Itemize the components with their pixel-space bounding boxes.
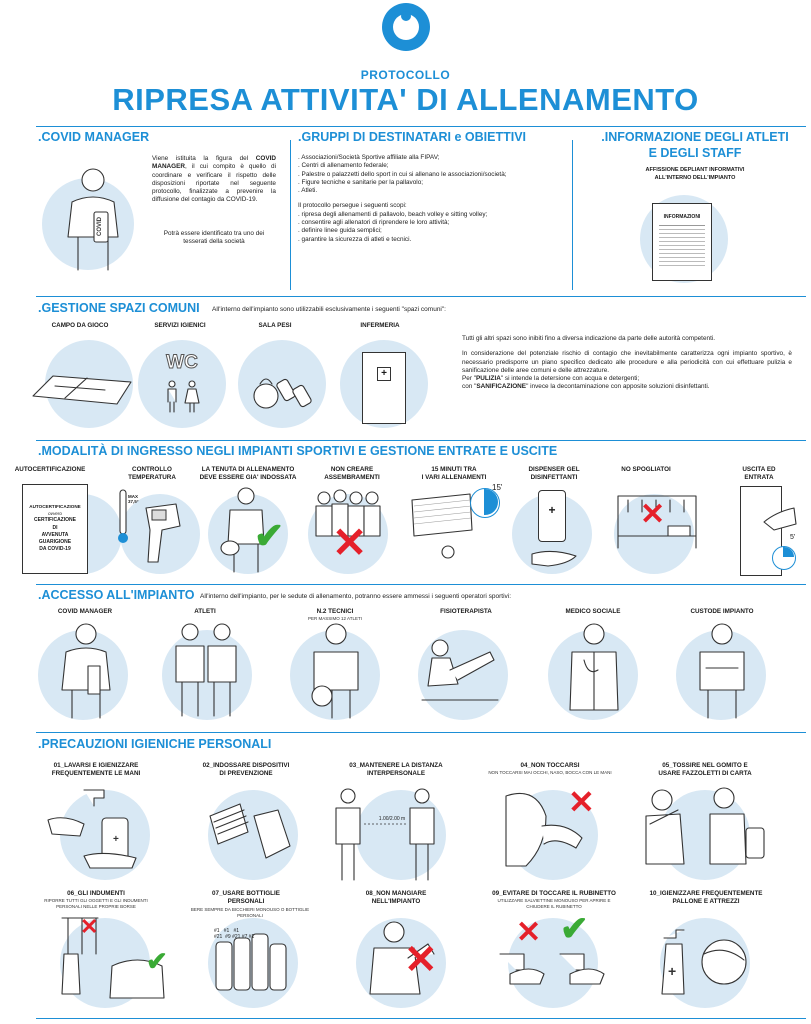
distance-label: 1.00/2.00 m bbox=[378, 816, 406, 822]
timer-5-icon bbox=[772, 546, 796, 570]
section-heading-covid-manager: .COVID MANAGER bbox=[38, 130, 150, 144]
info-poster-icon: INFORMAZIONI bbox=[652, 203, 712, 281]
gruppi-list: . Associazioni/Società Sportive affiliate alla FIPAV; . Centri di allenamento federale; . Palestre o palazzetti dello sport in cui si allenano le associazioni/società; . Figure tecniche e sanitarie per la pallavolo; . Atleti. Il protocollo persegue i seguenti scopi: . ripresa degli allenamenti di pallavolo, beach volley e sitting volley; . consentire agli allenatori di riprendere le loro attività; . definire linee guida semplici; . garantire la sicurezza di atleti e tecnici. bbox=[298, 154, 507, 243]
section-heading-precauzioni: .PRECAUZIONI IGIENICHE PERSONALI bbox=[38, 737, 272, 751]
spazi-text: Tutti gli altri spazi sono inibiti fino a diversa indicazione da parte delle autorità competenti. In considerazione del potenziale rischio di contagio che inevitabilmente caratterizza ogni impianto sportivo, è necessario predisporre un piano specifico dedicato alle procedure e alla periodicità con cui effettuare pulizia e sanificazione delle aree comuni e delle attrezzature. Per "PULIZIA" si intende la detersione con acqua e detergenti; con "SANIFICAZIONE" invece la decontaminazione con apposite soluzioni disinfettanti. bbox=[462, 335, 792, 391]
section-heading-informazione-2: E DEGLI STAFF bbox=[648, 146, 742, 160]
mask-gloves-icon bbox=[204, 796, 294, 866]
page-title: RIPRESA ATTIVITA' DI ALLENAMENTO bbox=[112, 82, 699, 117]
ingresso-label-5: DISPENSER GEL DISINFETTANTI bbox=[528, 466, 580, 481]
spazi-note: All'interno dell'impianto sono utilizzabili esclusivamente i seguenti "spazi comuni": bbox=[212, 306, 446, 313]
precauzione-06-sub: RIPORRE TUTTI GLI OGGETTI E GLI INDUMENTI PERSONALI NELLE PROPRIE BORSE bbox=[44, 898, 148, 909]
covid-manager-person-icon bbox=[56, 620, 116, 720]
ingresso-label-4: 15 MINUTI TRA I VARI ALLENAMENTI bbox=[421, 466, 487, 481]
volleyball-court-icon bbox=[25, 368, 135, 408]
covid-manager-text-2: Potrà essere identificato tra uno dei tesserati della società bbox=[163, 230, 265, 246]
timer-15-icon bbox=[470, 488, 500, 518]
cough-elbow-icon bbox=[640, 784, 770, 874]
gel-dispenser-icon: + bbox=[538, 490, 566, 542]
precauzione-09-sub: UTILIZZARE SALVIETTINE MONOUSO PER APRIRE E CHIUDERE IL RUBINETTO bbox=[497, 898, 611, 909]
accesso-label-covid-manager: COVID MANAGER bbox=[57, 608, 113, 615]
precauzione-02-label: 02_INDOSSARE DISPOSITIVI DI PREVENZIONE bbox=[202, 762, 290, 777]
self-certification-document-icon: AUTOCERTIFICAZIONE ovvero CERTIFICAZIONE DI AVVENUTA GUARIGIONE DA COVID-19 bbox=[22, 484, 88, 574]
ingresso-label-0: AUTOCERTIFICAZIONE bbox=[14, 466, 86, 473]
physiotherapist-icon bbox=[420, 630, 500, 720]
precauzione-07-label: 07_USARE BOTTIGLIE PERSONALI bbox=[212, 890, 280, 905]
covid-shirt-label: COVID bbox=[97, 216, 103, 236]
sanitize-ball-icon bbox=[654, 914, 754, 1004]
label-infermeria: INFERMERIA bbox=[360, 322, 400, 329]
ingresso-label-2: LA TENUTA DI ALLENAMENTO DEVE ESSERE GIA' INDOSSATA bbox=[199, 466, 297, 481]
ingresso-label-3: NON CREARE ASSEMBRAMENTI bbox=[324, 466, 380, 481]
divider bbox=[36, 126, 806, 127]
precauzione-05-label: 05_TOSSIRE NEL GOMITO E USARE FAZZOLETTI DI CARTA bbox=[658, 762, 752, 777]
coach-icon bbox=[306, 620, 366, 720]
faucet-icon bbox=[490, 910, 610, 1004]
label-servizi: SERVIZI IGIENICI bbox=[154, 322, 206, 329]
hand-icon bbox=[528, 542, 588, 572]
cross-icon: ✕ bbox=[332, 519, 368, 566]
section-heading-ingresso: .MODALITÀ DI INGRESSO NEGLI IMPIANTI SPORTIVI E GESTIONE ENTRATE E USCITE bbox=[38, 444, 558, 458]
accesso-note: All'interno dell'impianto, per le sedute di allenamento, potranno essere ammessi i seguenti operatori sportivi: bbox=[200, 593, 512, 600]
covid-manager-text: Viene istituita la figura del COVID MANAGER, il cui compito è quello di coordinare e verificare il rispetto delle disposizioni riportate nel seguente protocollo, finalizzate a prevenire la diffusione del contagio da COVID-19. bbox=[152, 155, 276, 204]
label-campo: CAMPO DA GIOCO bbox=[51, 322, 109, 329]
ingresso-label-6: NO SPOGLIATOI bbox=[621, 466, 671, 473]
accesso-label-fisioterapista: FISIOTERAPISTA bbox=[440, 608, 492, 615]
thermometer-max: MAX 37,5° bbox=[128, 494, 139, 504]
cross-icon: ✕ bbox=[568, 784, 595, 820]
accesso-label-tecnici: N.2 TECNICI bbox=[316, 608, 354, 615]
doctor-icon bbox=[564, 620, 624, 720]
cross-icon: ✕ bbox=[80, 914, 99, 939]
dumbbell-weights-icon bbox=[250, 366, 320, 416]
distance-people-icon bbox=[330, 784, 440, 884]
accesso-label-medico: MEDICO SOCIALE bbox=[565, 608, 621, 615]
timer-5-label: 5' bbox=[790, 534, 796, 541]
svg-text:+: + bbox=[668, 963, 677, 979]
hand-washing-icon bbox=[44, 784, 144, 874]
accesso-label-atleti: ATLETI bbox=[194, 608, 216, 615]
precauzione-09-label: 09_EVITARE DI TOCCARE IL RUBINETTO bbox=[492, 890, 616, 897]
precauzione-03-label: 03_MANTENERE LA DISTANZA INTERPERSONALE bbox=[349, 762, 443, 777]
section-heading-gruppi: .GRUPPI DI DESTINATARI e OBIETTIVI bbox=[298, 130, 527, 144]
federation-logo bbox=[382, 3, 430, 51]
check-icon: ✔ bbox=[560, 910, 589, 948]
precauzione-08-label: 08_NON MANGIARE NELL'IMPIANTO bbox=[365, 890, 427, 905]
infirmary-door-icon: + bbox=[362, 352, 406, 424]
ingresso-label-1: CONTROLLO TEMPERATURA bbox=[128, 466, 176, 481]
precauzione-06-label: 06_GLI INDUMENTI bbox=[67, 890, 125, 897]
protocol-label: PROTOCOLLO bbox=[360, 68, 451, 82]
svg-text:+: + bbox=[113, 834, 119, 845]
section-heading-spazi: .GESTIONE SPAZI COMUNI bbox=[38, 301, 200, 315]
precauzione-07-sub: BERE SEMPRE DA BICCHIERI MONOUSO O BOTTIGLIE PERSONALI bbox=[190, 907, 310, 918]
precauzione-04-label: 04_NON TOCCARSI bbox=[520, 762, 580, 769]
cross-icon: ✕ bbox=[516, 916, 542, 949]
precauzione-04-sub: NON TOCCARSI MAI OCCHI, NASO, BOCCA CON LE MANI bbox=[488, 770, 612, 775]
restroom-people-icon bbox=[160, 380, 204, 414]
custodian-icon bbox=[692, 620, 752, 720]
check-icon: ✔ bbox=[146, 946, 168, 976]
label-sala-pesi: SALA PESI bbox=[258, 322, 292, 329]
header bbox=[0, 0, 811, 122]
bottle-labels: #1 #1 #1 #21 #9 #21 #7 #1 bbox=[214, 928, 255, 940]
accesso-sub-tecnici: PER MASSIMO 12 ATLETI bbox=[308, 616, 362, 621]
ingresso-label-7: USCITA ED ENTRATA bbox=[742, 466, 776, 481]
section-heading-informazione: .INFORMAZIONE DEGLI ATLETI bbox=[601, 130, 789, 144]
informazione-caption: AFFISSIONE DEPLIANT INFORMATIVI ALL'INTERNO DELL'IMPIANTO bbox=[645, 167, 745, 181]
cross-icon: ✕ bbox=[404, 938, 438, 982]
accesso-label-custode: CUSTODE IMPIANTO bbox=[690, 608, 754, 615]
precauzione-10-label: 10_IGIENIZZARE FREQUENTEMENTE PALLONE E ATTREZZI bbox=[649, 890, 763, 905]
covid-manager-figure-icon bbox=[58, 162, 128, 272]
cross-icon: ✕ bbox=[640, 498, 666, 531]
check-icon: ✔ bbox=[254, 515, 285, 556]
wc-icon: WC bbox=[166, 352, 198, 373]
section-heading-accesso: .ACCESSO ALL'IMPIANTO bbox=[38, 588, 195, 602]
athletes-icon bbox=[172, 620, 242, 720]
precauzione-01-label: 01_LAVARSI E IGIENIZZARE FREQUENTEMENTE LE MANI bbox=[51, 762, 141, 777]
timer-15-label: 15' bbox=[492, 483, 503, 492]
